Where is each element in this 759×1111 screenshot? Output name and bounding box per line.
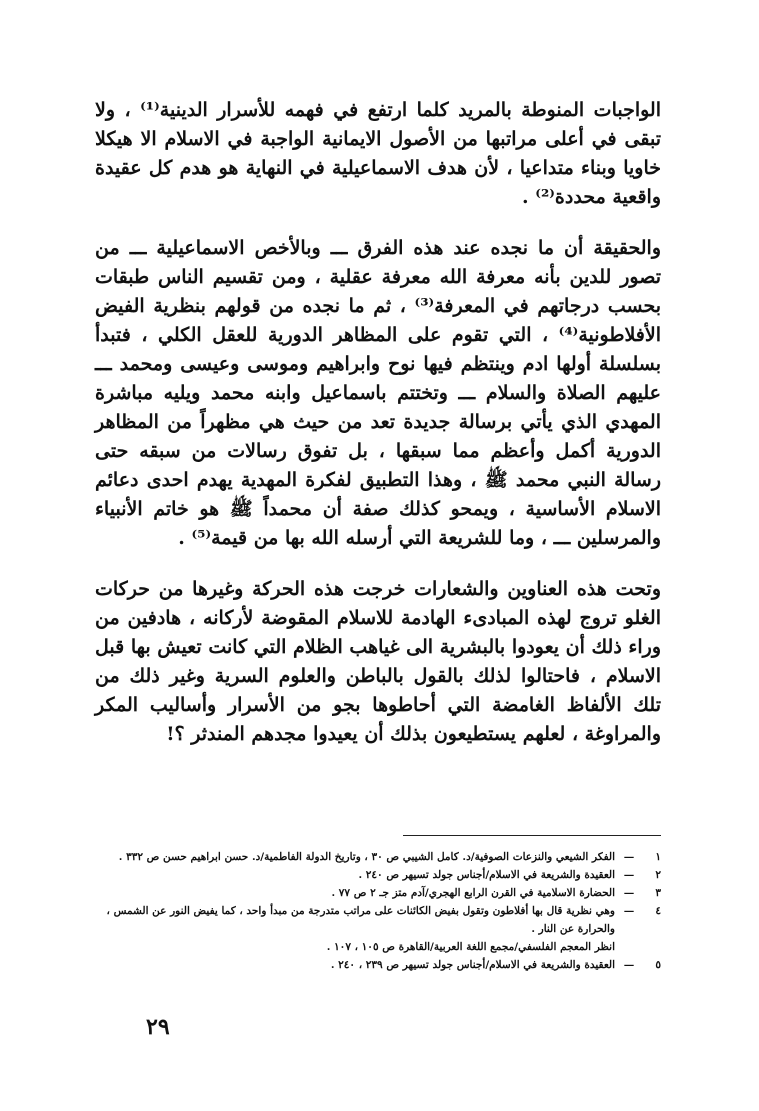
main-text [95, 96, 661, 771]
footnote-number: ٥ [655, 959, 661, 971]
footnote-dash: — [623, 887, 635, 899]
footnote-text: العقيدة والشريعة في الاسلام/أجناس جولد تسيهر ص ٢٤٠ . [358, 869, 615, 881]
footnote-number: ٣ [655, 887, 661, 899]
footnote-4 [95, 902, 661, 956]
footnote-divider [403, 835, 661, 836]
footnote-text: العقيدة والشريعة في الاسلام/أجناس جولد تسيهر ص ٢٣٩ ، ٢٤٠ . [330, 959, 615, 971]
footnote-dash: — [623, 869, 635, 881]
footnotes [95, 848, 661, 974]
footnote-dash: — [623, 959, 635, 971]
footnote-text: الفكر الشيعي والنزعات الصوفية/د. كامل الشيبي ص ٣٠ ، وتاريخ الدولة الفاطمية/د. حسن ابراهيم حسن ص ٣٣٢ . [118, 851, 615, 863]
footnote-text-main: وهي نظرية قال بها أفلاطون وتقول بفيض الكائنات على مراتب متدرجة من مبدأ واحد ، كما يفيض النور عن الشمس ، والحرارة عن النار . [106, 905, 615, 935]
footnote-text: الحضارة الاسلامية في القرن الرابع الهجري/آدم متز جـ ٢ ص ٧٧ . [331, 887, 615, 899]
paragraph-2: والحقيقة أن ما نجده عند هذه الفرق ـــ وبالأخص الاسماعيلية ـــ من تصور للدين بأنه معرفة الله معرفة عقلية ، ومن تقسيم الناس طبقات بحسب درجاتهم في المعرفة⁽³⁾ ، ثم ما نجده من قولهم بنظرية الفيض الأفلاطونية⁽⁴⁾ ، التي تقوم على المظاهر الدورية للعقل الكلي ، فتبدأ بسلسلة أولها ادم وينتظم فيها نوح وابراهيم وموسى وعيسى ومحمد ـــ عليهم الصلاة والسلام ـــ وتختتم باسماعيل وابنه محمد ويليه مباشرة المهدي الذي يأتي برسالة جديدة تعد من حيث هي مظهراً من المظاهر الدورية أكمل وأعظم مما سبقها ، بل تفوق رسالات من سبقه حتى رسالة النبي محمد ﷺ ، وهذا التطبيق لفكرة المهدية يهدم احدى دعائم الاسلام الأساسية ، ويمحو كذلك صفة أن محمداً ﷺ هو خاتم الأنبياء والمرسلين ـــ ، وما للشريعة التي أرسله الله بها من قيمة⁽⁵⁾ . [95, 237, 661, 549]
footnote-5 [95, 956, 661, 974]
paragraph-3: وتحت هذه العناوين والشعارات خرجت هذه الحركة وغيرها من حركات الغلو تروج لهذه المبادىء الهادمة للاسلام المقوضة لأركانه ، هادفين من وراء ذلك أن يعودوا بالبشرية الى غياهب الظلام التي كانت تعيش بها قبل الاسلام ، فاحتالوا لذلك بالقول بالباطن والعلوم السرية وغير ذلك من تلك الألفاظ الغامضة التي أحاطوها بجو من الأسرار وأساليب المكر والمراوغة ، لعلهم يستطيعون بذلك أن يعيدوا مجدهم المندثر ؟! [95, 578, 661, 745]
footnote-1 [95, 848, 661, 866]
page-number: ٢٩ [146, 1014, 170, 1040]
footnote-dash: — [623, 851, 635, 863]
footnote-dash: — [623, 905, 635, 917]
footnote-text [95, 902, 615, 956]
footnote-2 [95, 866, 661, 884]
footnote-text-reference: انظر المعجم الفلسفي/مجمع اللغة العربية/القاهرة ص ١٠٥ ، ١٠٧ . [326, 941, 615, 953]
footnote-number: ٢ [655, 869, 661, 881]
footnote-number: ١ [655, 851, 661, 863]
paragraph-1: الواجبات المنوطة بالمريد كلما ارتفع في فهمه للأسرار الدينية⁽¹⁾ ، ولا تبقى في أعلى مراتبها من الأصول الايمانية الواجبة في الاسلام الا هيكلا خاويا وبناء متداعيا ، لأن هدف الاسماعيلية في النهاية هو هدم كل عقيدة واقعية محددة⁽²⁾ . [95, 99, 661, 208]
footnote-3 [95, 884, 661, 902]
footnote-number: ٤ [655, 905, 661, 917]
